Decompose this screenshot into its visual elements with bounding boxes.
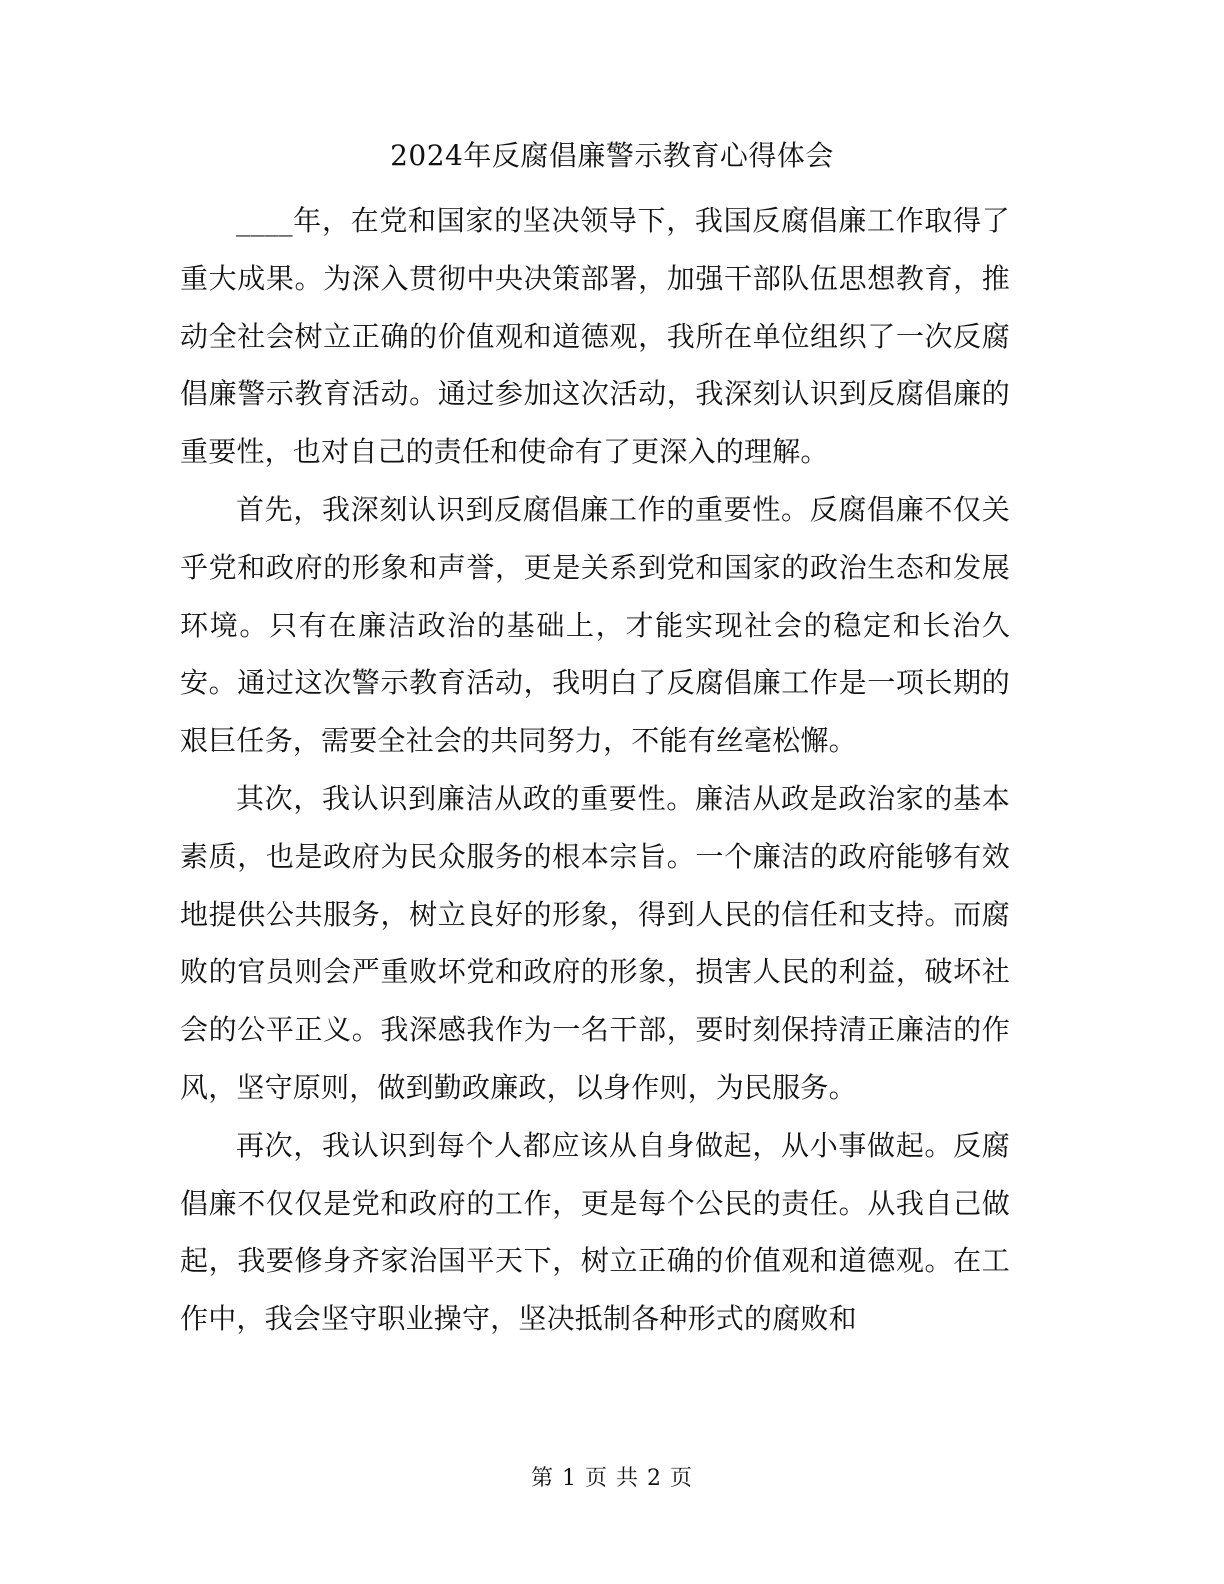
document-title: 2024年反腐倡廉警示教育心得体会	[390, 139, 834, 172]
paragraph-2: 首先，我深刻认识到反腐倡廉工作的重要性。反腐倡廉不仅关乎党和政府的形象和声誉，更是关系到党和国家的政治生态和发展环境。只有在廉洁政治的基础上，才能实现社会的稳定和长治久安。通过这次警示教育活动，我明白了反腐倡廉工作是一项长期的艰巨任务，需要全社会的共同努力，不能有丝毫松懈。	[180, 492, 1010, 758]
paragraph-3: 其次，我认识到廉洁从政的重要性。廉洁从政是政治家的基本素质，也是政府为民众服务的根本宗旨。一个廉洁的政府能够有效地提供公共服务，树立良好的形象，得到人民的信任和支持。而腐败的官员则会严重败坏党和政府的形象，损害人民的利益，破坏社会的公平正义。我深感我作为一名干部，要时刻保持清正廉洁的作风，坚守原则，做到勤政廉政，以身作则，为民服务。	[180, 781, 1010, 1104]
document-body	[180, 192, 1010, 1348]
paragraph-4: 再次，我认识到每个人都应该从自身做起，从小事做起。反腐倡廉不仅仅是党和政府的工作，更是每个公民的责任。从我自己做起，我要修身齐家治国平天下，树立正确的价值观和道德观。在工作中，我会坚守职业操守，坚决抵制各种形式的腐败和	[180, 1128, 1010, 1336]
paragraph-1: ____年，在党和国家的坚决领导下，我国反腐倡廉工作取得了重大成果。为深入贯彻中央决策部署，加强干部队伍思想教育，推动全社会树立正确的价值观和道德观，我所在单位组织了一次反腐倡廉警示教育活动。通过参加这次活动，我深刻认识到反腐倡廉的重要性，也对自己的责任和使命有了更深入的理解。	[180, 204, 1010, 469]
page-footer: 第 1 页 共 2 页	[531, 1466, 693, 1491]
